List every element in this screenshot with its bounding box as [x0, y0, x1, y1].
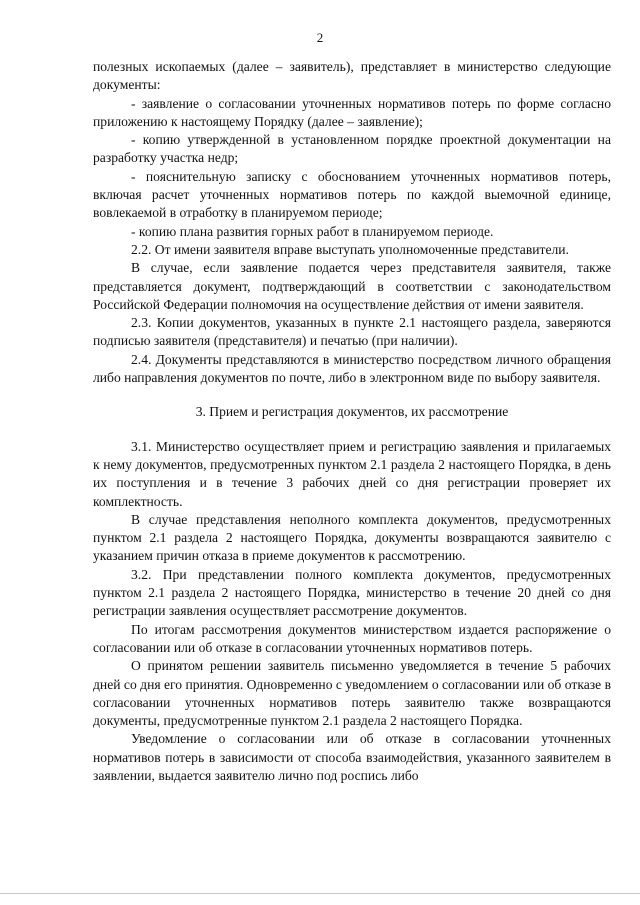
paragraph: О принятом решении заявитель письменно уведомляется в течение 5 рабочих дней со дня его принятия. Одновременно с уведомлением о согласовании или об отказе в согласовании уточненных нормативов потерь заявителю также возвращаются документы, предусмотренные пунктом 2.1 раздела 2 настоящего Порядка.	[93, 658, 611, 729]
paragraph: - копию утвержденной в установленном порядке проектной документации на разработку участка недр;	[93, 132, 611, 166]
paragraph: 2.3. Копии документов, указанных в пункте 2.1 настоящего раздела, заверяются подписью заявителя (представителя) и печатью (при наличии).	[93, 315, 611, 349]
scan-edge-line	[0, 893, 640, 894]
page-number: 2	[316, 30, 324, 45]
paragraph: - заявление о согласовании уточненных нормативов потерь по форме согласно приложению к настоящему Порядку (далее – заявление);	[93, 95, 611, 129]
paragraphs-bottom	[93, 438, 611, 786]
paragraph: 3.2. При представлении полного комплекта документов, предусмотренных пунктом 2.1 раздела 2 настоящего Порядка, министерство в течение 20 дней со дня регистрации заявления осуществляет рассмотрение документов.	[93, 566, 611, 619]
paragraph: полезных ископаемых (далее – заявитель), представляет в министерство следующие документы:	[93, 59, 611, 93]
section-heading: 3. Прием и регистрация документов, их рассмотрение	[195, 404, 509, 420]
paragraph: 2.2. От имени заявителя вправе выступать уполномоченные представители.	[131, 241, 569, 257]
document-body	[93, 58, 611, 785]
paragraph: По итогам рассмотрения документов министерством издается распоряжение о согласовании или об отказе в согласовании уточненных нормативов потерь.	[93, 621, 611, 655]
paragraph: В случае представления неполного комплекта документов, предусмотренных пунктом 2.1 раздела 2 настоящего Порядка, документы возвращаются заявителю с указанием причин отказа в приеме документов к рассмотрению.	[93, 511, 611, 564]
paragraph: 3.1. Министерство осуществляет прием и регистрацию заявления и прилагаемых к нему документов, предусмотренных пунктом 2.1 раздела 2 настоящего Порядка, в день их поступления и в течение 3 рабочих дней со дня регистрации проверяет их комплектность.	[93, 438, 611, 509]
paragraph: 2.4. Документы представляются в министерство посредством личного обращения либо направления документов по почте, либо в электронном виде по выбору заявителя.	[93, 351, 611, 386]
paragraph: Уведомление о согласовании или об отказе в согласовании уточненных нормативов потерь в зависимости от способа взаимодействия, указанного заявителем в заявлении, выдается заявителю лично под роспись либо	[93, 731, 611, 783]
paragraphs-top	[93, 58, 611, 387]
paragraph: - пояснительную записку с обоснованием уточненных нормативов потерь, включая расчет уточненных нормативов потерь по каждой выемочной единице, вовлекаемой в отработку в планируемом периоде;	[93, 168, 611, 221]
paragraph: В случае, если заявление подается через представителя заявителя, также представляется документ, подтверждающий в соответствии с законодательством Российской Федерации полномочия на осуществление действия от имени заявителя.	[93, 260, 611, 312]
paragraph: - копию плана развития горных работ в планируемом периоде.	[131, 223, 494, 239]
